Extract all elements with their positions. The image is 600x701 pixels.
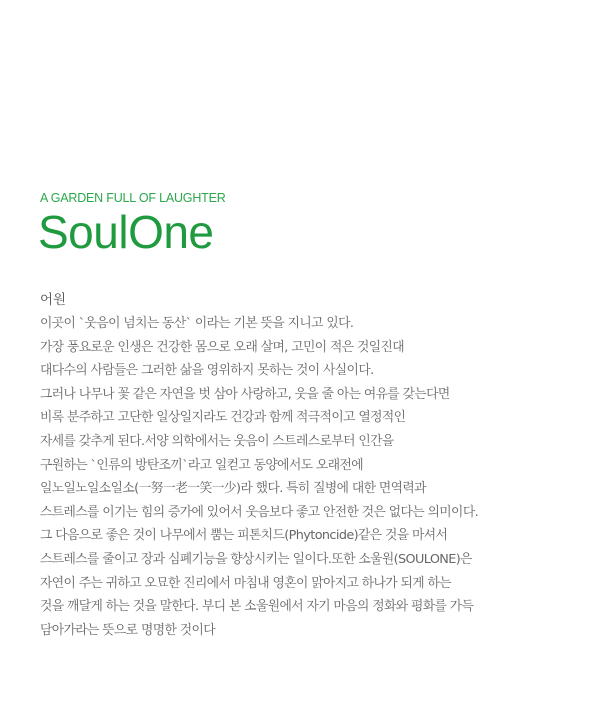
body-line: 자세를 갖추게 된다.서양 의학에서는 웃음이 스트레스로부터 인간을: [40, 433, 394, 449]
body-line: 담아가라는 뜻으로 명명한 것이다: [40, 622, 216, 638]
body-line: 것을 깨달게 하는 것을 말한다. 부디 본 소울원에서 자기 마음의 정화와 평화를 가득: [40, 599, 474, 615]
body-line: 가장 풍요로운 인생은 건강한 몸으로 오래 살며, 고민이 적은 것일진대: [40, 339, 405, 355]
body-line: 대다수의 사람들은 그러한 삶을 영위하지 못하는 것이 사실이다.: [40, 363, 374, 379]
body-line: 스트레스를 이기는 힘의 증가에 있어서 웃음보다 좋고 안전한 것은 없다는 의미이다.: [40, 504, 479, 520]
body-line: 일노일노일소일소(一努一老一笑一少)라 했다. 특히 질병에 대한 면역력과: [40, 481, 426, 497]
body-line: 자연이 주는 귀하고 오묘한 진리에서 마침내 영혼이 맑아지고 하나가 되게 하는: [40, 575, 452, 591]
section-heading: 어원: [40, 292, 67, 308]
body-paragraph: [40, 312, 595, 642]
body-line: 비록 분주하고 고단한 일상일지라도 건강과 함께 적극적이고 열정적인: [40, 410, 406, 426]
body-line: 스트레스를 줄이고 장과 심폐기능을 향상시키는 일이다.또한 소울원(SOULONE)은: [40, 551, 472, 567]
body-line: 이곳이 `웃음이 넘치는 동산` 이라는 기본 뜻을 지니고 있다.: [40, 316, 354, 331]
page-title: SoulOne: [38, 206, 214, 258]
body-line: 그러나 나무나 꽃 같은 자연을 벗 삼아 사랑하고, 웃을 줄 아는 여유를 갖는다면: [40, 386, 450, 402]
body-line: 구원하는 `인류의 방탄조끼`라고 일컫고 동양에서도 오래전에: [40, 457, 363, 473]
page-subtitle: A GARDEN FULL OF LAUGHTER: [40, 191, 226, 205]
body-line: 그 다음으로 좋은 것이 나무에서 뿜는 피톤치드(Phytoncide)같은 것을 마셔서: [40, 528, 448, 544]
